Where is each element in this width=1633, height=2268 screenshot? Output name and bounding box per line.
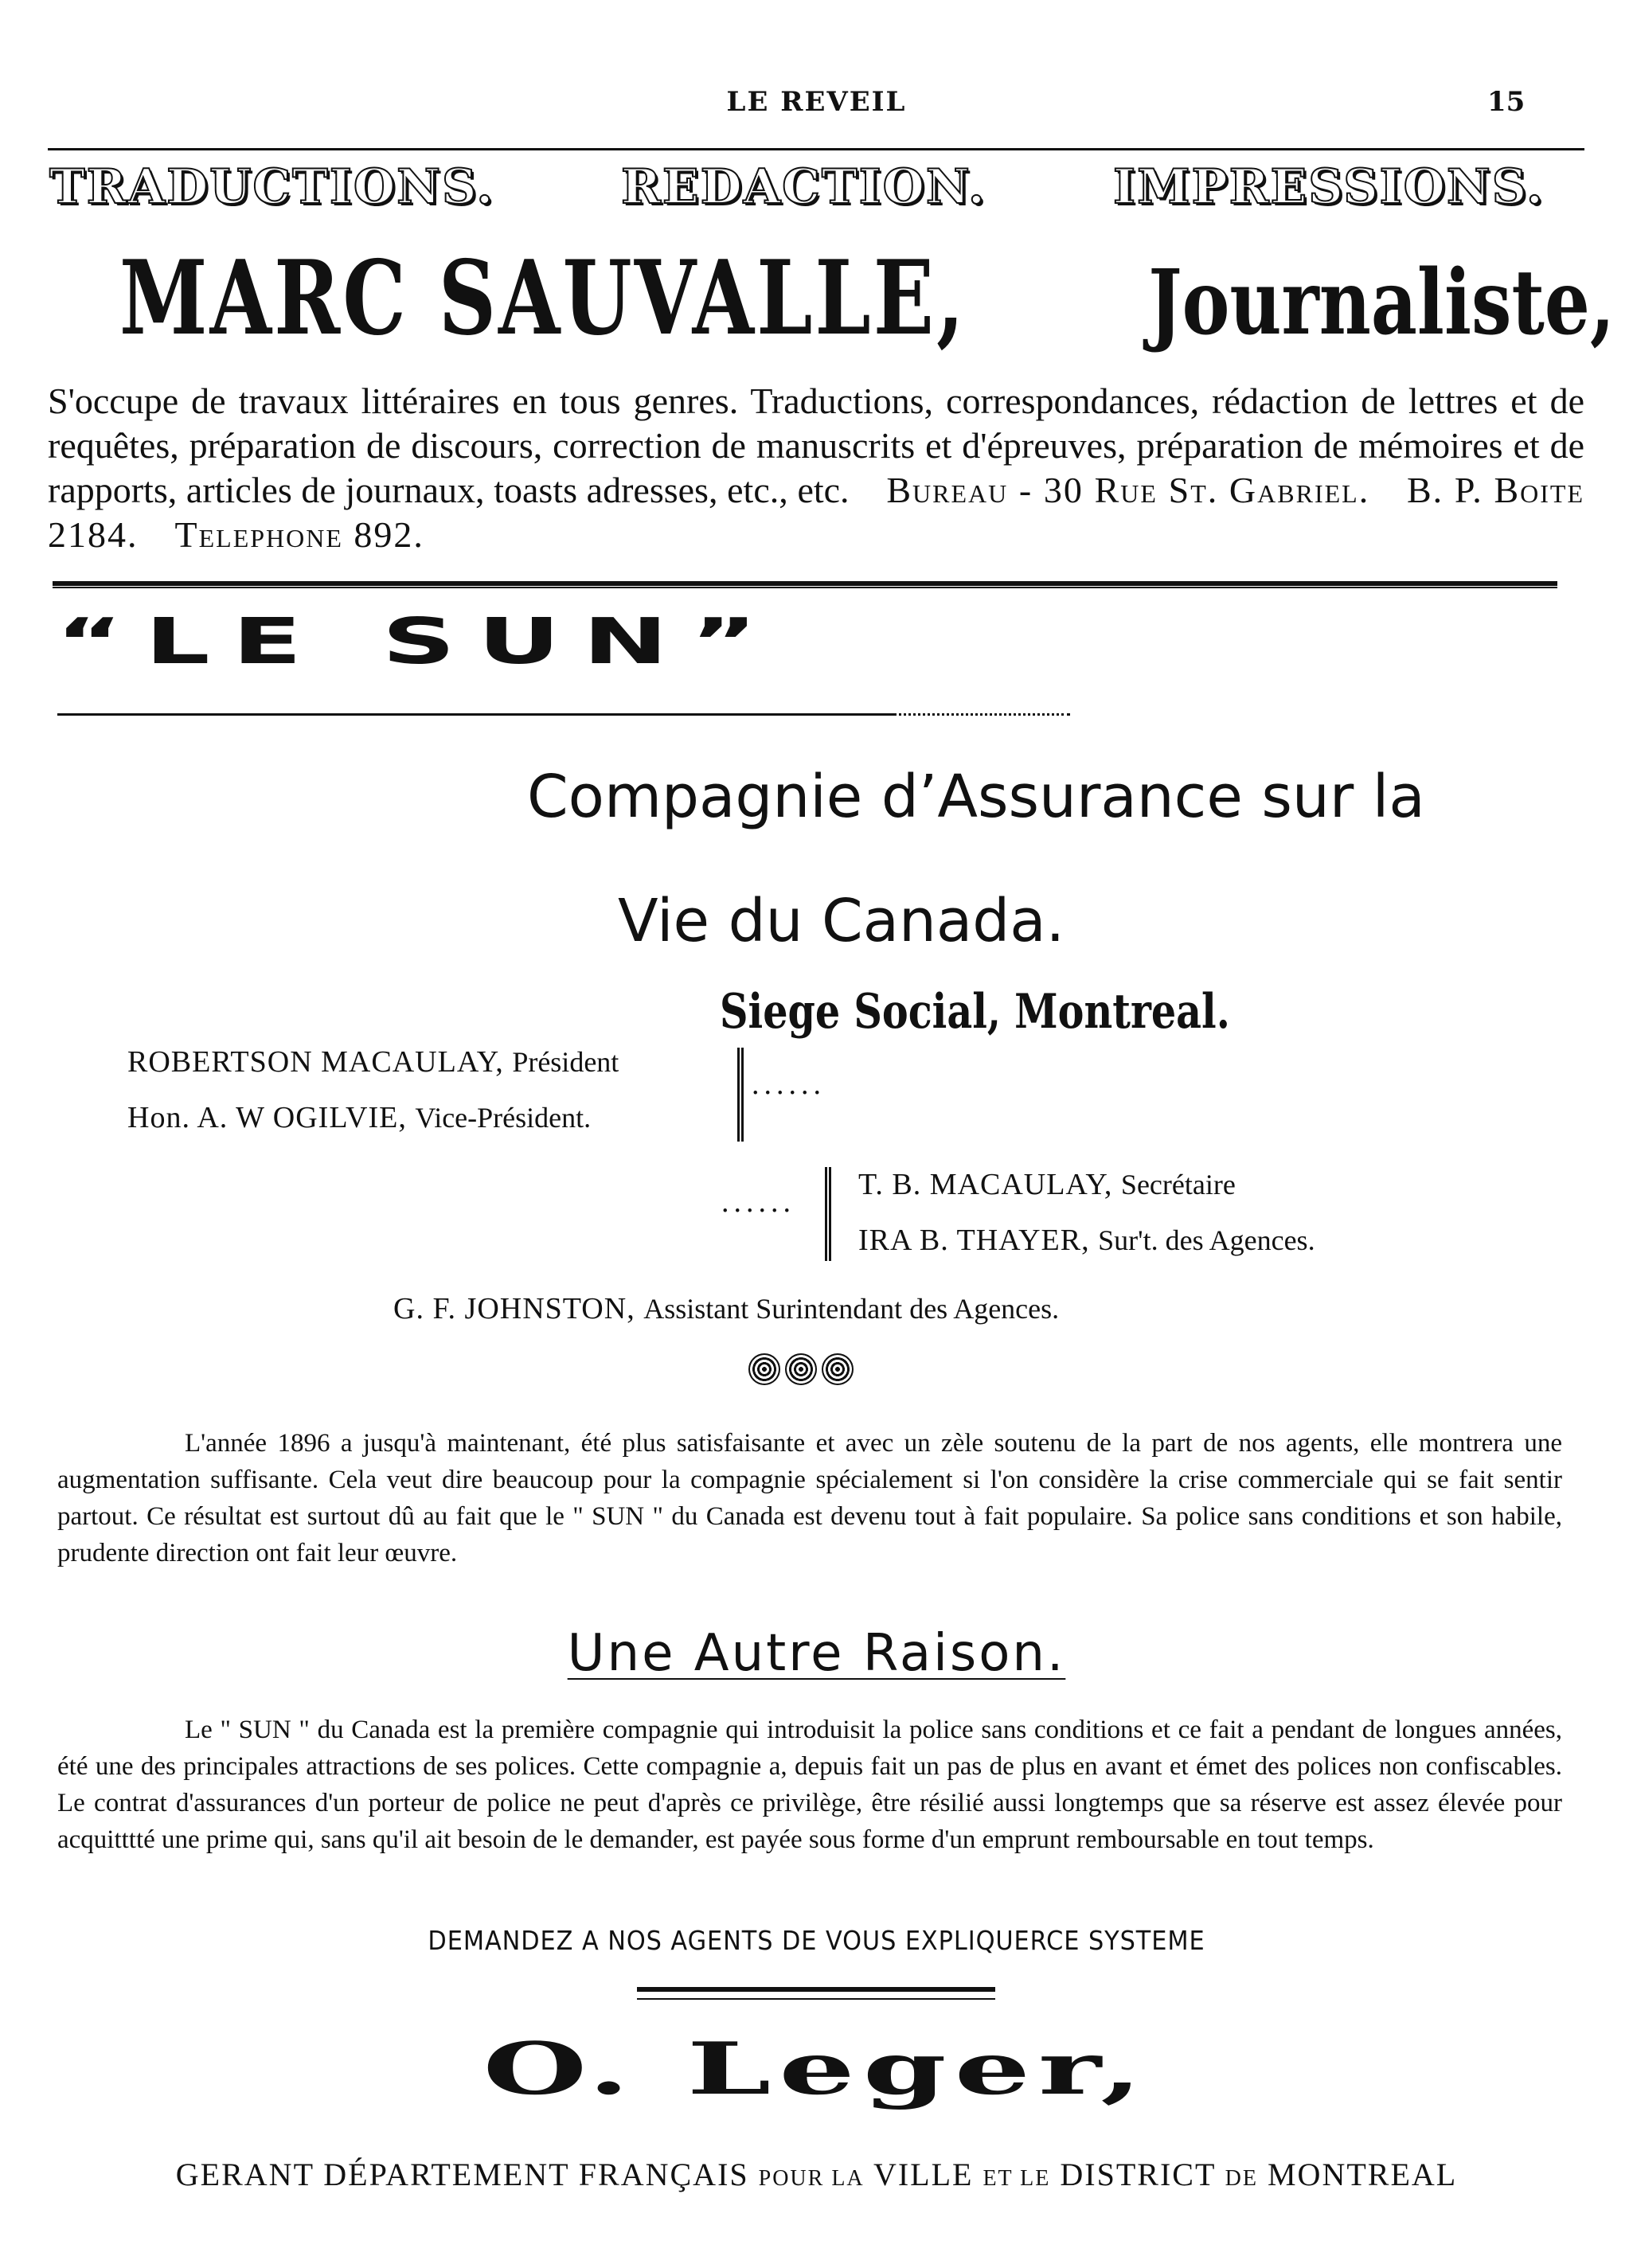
officer-name: T. B. MACAULAY, (858, 1168, 1113, 1201)
sauvalle-description (48, 379, 1584, 557)
sun-paragraph-1: L'année 1896 a jusqu'à maintenant, été plus satisfaisante et avec un zèle soutenu de la part de nos agents, elle montrera une augmentation suffisante. Cela veut dire beaucoup pour la compagnie spécialement si l'on considère la crise commerciale qui se fait sentir partout. Ce résultat est surtout dû au fait que le " SUN " du Canada est devenu tout à fait populaire. Sa police sans conditions et son habile, prudente direction ont fait leur œuvre. (57, 1429, 1562, 1567)
leader-dots-right: ...... (721, 1185, 795, 1219)
officer-role: Vice-Président. (415, 1102, 592, 1134)
agents-call-to-action: DEMANDEZ A NOS AGENTS DE VOUS EXPLIQUERCE SYSTEME (428, 1925, 1205, 1956)
officer-president (127, 1044, 619, 1079)
officer-name: IRA B. THAYER, (858, 1224, 1090, 1257)
agent-name: O. Leger, (482, 2027, 1151, 2111)
sauvalle-telephone: Telephone 892. (174, 514, 424, 555)
ornament-divider (748, 1353, 854, 1385)
journalist-name: MARC SAUVALLE, (119, 239, 967, 358)
sauvalle-boite: B. P. Boite 2184. (48, 470, 1585, 555)
leader-dots-left: ...... (752, 1068, 826, 1101)
officer-role: Sur't. des Agences. (1098, 1224, 1315, 1256)
agent-title-part: DISTRICT (1060, 2157, 1216, 2192)
running-title: LE REVEIL (726, 86, 907, 118)
ornament-mark (785, 1353, 817, 1385)
page-number: 15 (1487, 86, 1526, 118)
agent-title-part: ET LE (983, 2166, 1051, 2191)
agent-title-part: VILLE (873, 2157, 974, 2192)
company-line-2: Vie du Canada. (618, 887, 1065, 955)
officer-name: ROBERTSON MACAULAY, (127, 1045, 504, 1079)
agent-title-part: GERANT DÉPARTEMENT FRANÇAIS (175, 2157, 749, 2192)
officer-superintendent (858, 1223, 1315, 1258)
sun-title: “LE SUN” (56, 605, 780, 679)
officer-role: Secrétaire (1120, 1169, 1236, 1200)
ornament-mark (748, 1353, 780, 1385)
header-rule (48, 148, 1584, 150)
subheading-text: Une Autre Raison. (567, 1624, 1066, 1683)
sun-paragraph-2: Le " SUN " du Canada est la première compagnie qui introduisit la police sans conditions et ce fait a pendant de longues années, été une des principales attractions de ses polices. Cette compagnie a, depuis fait un pas de plus en avant et émet des polices non confiscables. Le contrat d'assurances d'un porteur de police ne peut d'après ce privilège, être résilié aussi longtemps que sa réserve est assez élevée pour acquitttté une prime qui, sans qu'il ait besoin de le demander, est payée sous forme d'un emprunt remboursable en tout temps. (57, 1716, 1562, 1854)
sauvalle-bureau: Bureau - 30 Rue St. Gabriel. (886, 470, 1370, 510)
sauvalle-headline (0, 239, 1633, 358)
officer-name: G. F. JOHNSTON, (393, 1292, 635, 1325)
agent-title-part: POUR LA (758, 2166, 865, 2191)
officer-secretary (858, 1167, 1236, 1202)
officer-bracket-left (737, 1048, 744, 1142)
officer-role: Président (512, 1046, 619, 1078)
agent-title-line (0, 2156, 1633, 2193)
officer-role: Assistant Surintendant des Agences. (643, 1293, 1060, 1325)
agent-rule-thick (637, 1987, 995, 1992)
company-line-1: Compagnie d’Assurance sur la (527, 763, 1425, 831)
officer-name: Hon. A. W OGILVIE, (127, 1101, 407, 1134)
ornament-mark (822, 1353, 854, 1385)
service-traductions: TRADUCTIONS. (49, 159, 495, 215)
agent-rule-thin (637, 1998, 995, 2000)
section-divider (53, 581, 1557, 588)
agent-title-part: DE (1225, 2166, 1258, 2191)
sun-title-dotted-rule (893, 713, 1070, 716)
siege-social: Siege Social, Montreal. (720, 984, 1230, 1040)
service-redaction: REDACTION. (621, 159, 986, 215)
sun-title-rule (57, 713, 893, 716)
subheading-autre-raison (0, 1624, 1633, 1683)
officer-bracket-right (825, 1167, 831, 1261)
officer-assistant (393, 1291, 1059, 1326)
journalist-role: Journaliste, (1148, 251, 1615, 355)
agent-title-part: MONTREAL (1267, 2157, 1458, 2192)
sauvalle-body: S'occupe de travaux littéraires en tous genres. Traductions, correspondances, rédaction de lettres et de requêtes, préparation de discours, correction de manuscrits et d'épreuves, préparation de mémoires et de rapports, articles de journaux, toasts adresses, etc., etc. (48, 381, 1584, 510)
officer-vice-president (127, 1100, 591, 1135)
service-impressions: IMPRESSIONS. (1113, 159, 1545, 215)
